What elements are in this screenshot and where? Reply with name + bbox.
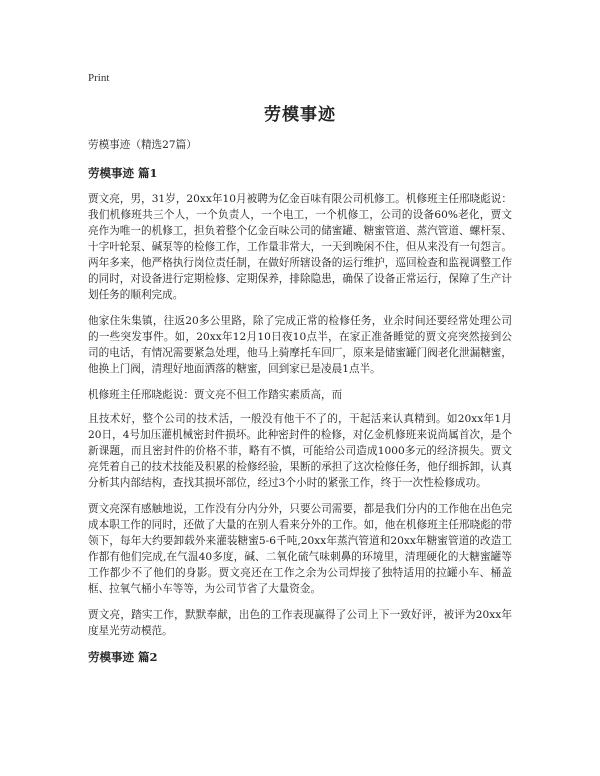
print-label[interactable]: Print	[88, 72, 110, 84]
paragraph: 贾文亮，男，31岁，20xx年10月被聘为亿金百味有限公司机修工。机修班主任邢晓彪说：我们机修班共三个人，一个负责人，一个电工，一个机修工，公司的设备60%老化，贾文亮作为唯一的机修工，担负着整个亿金百味公司的储蜜罐、糖蜜管道、蒸汽管道、螺杆泵、十字叶轮泵、碱泵等的检修工作，工作量非常大，一天到晚闲不住，但从来没有一句怨言。两年多来，他严格执行岗位责任制，在做好所辖设备的运行维护，巡回检查和监视调整工作的同时，对设备进行定期检修、定期保养，排除隐患，确保了设备正常运行，保障了生产计划任务的顺利完成。	[88, 193, 512, 301]
section-heading-1: 劳模事迹 篇1	[88, 166, 158, 180]
paragraph: 他家住朱集镇，往返20多公里路，除了完成正常的检修任务，业余时间还要经常处理公司的一些突发事件。如，20xx年12月10日夜10点半，在家正准备睡觉的贾文亮突然接到公司的电话，有情况需要紧急处理，他马上骑摩托车回厂，原来是储蜜罐门阀老化泄漏糖蜜，他换上门阀，清理好地面洒落的糖蜜，回到家已是凌晨1点半。	[88, 315, 512, 375]
paragraph: 贾文亮，踏实工作，默默奉献，出色的工作表现赢得了公司上下一致好评，被评为20xx年度星光劳动模范。	[88, 609, 512, 637]
document-subtitle: 劳模事迹（精选27篇）	[88, 139, 197, 151]
paragraph: 且技术好，整个公司的技术活，一般没有他干不了的，干起活来认真精到。如20xx年1月20日，4号加压灌机械密封件损坏。此种密封件的检修，对亿金机修班来说尚属首次，是个新课题，而且密封件的价格不菲，略有不慎，可能给公司造成1000多元的经济损失。贾文亮凭着自己的技术技能及积累的检修经验，果断的承担了这次检修任务，他仔细拆卸，认真分析其内部结构，查找其损坏部位，经过3个小时的紧张工作，终于一次性检修成功。	[88, 413, 512, 489]
page-title: 劳模事迹	[264, 105, 336, 125]
paragraph: 机修班主任邢晓彪说：贾文亮不但工作踏实素质高，而	[88, 389, 343, 401]
section-heading-2: 劳模事迹 篇2	[88, 650, 158, 664]
document-body	[88, 137, 512, 675]
paragraph: 贾文亮深有感触地说，工作没有分内分外，只要公司需要，都是我们分内的工作他在出色完成本职工作的同时，还做了大量的在别人看来分外的工作。如，他在机修班主任邢晓彪的带领下，每年大约要卸载外来灌装糖蜜5-6千吨,20xx年蒸汽管道和20xx年糖蜜管道的改造工作都有他们完成,在气温40多度，碱、二氧化硫气味刺鼻的环境里，清理硬化的大糖蜜罐等工作都少不了他们的身影。贾文亮还在工作之余为公司焊接了独特适用的拉罐小车、桶盖框、拉氧气桶小车等等，为公司节省了大量资金。	[88, 503, 512, 595]
